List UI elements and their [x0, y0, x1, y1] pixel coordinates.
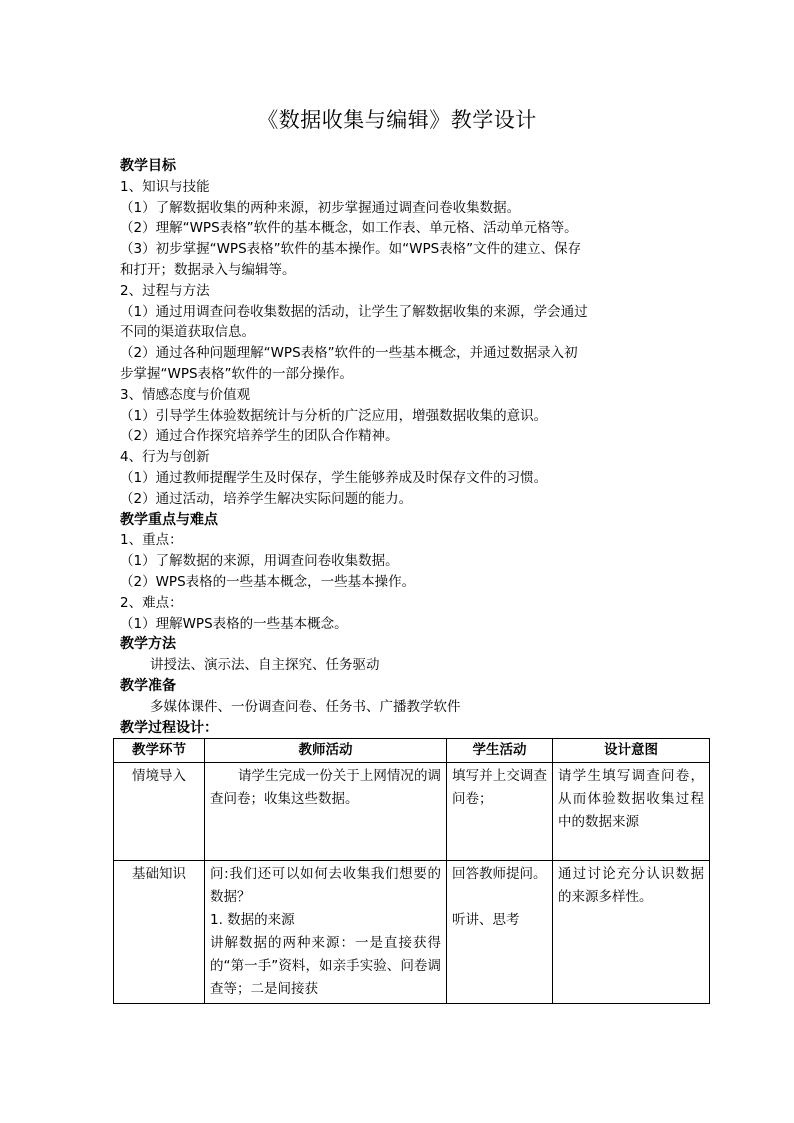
goal-line: （2）通过各种问题理解“WPS表格”软件的一些基本概念，并通过数据录入初	[120, 345, 578, 362]
table-row	[114, 763, 710, 861]
teacher-text: 请学生完成一份关于上网情况的调查问卷；收集这些数据。	[210, 768, 441, 807]
student-text: 听讲、思考	[452, 912, 520, 928]
goal-line: 1、知识与技能	[120, 178, 210, 195]
goal-line: 和打开；数据录入与编辑等。	[120, 261, 296, 278]
cell-stage: 基础知识	[114, 861, 205, 1004]
section-heading-process: 教学过程设计：	[120, 719, 218, 736]
spacer	[452, 886, 547, 909]
goal-line: （3）初步掌握“WPS表格”软件的基本操作。如“WPS表格”文件的建立、保存	[120, 241, 582, 258]
keypoint-line: （1）了解数据的来源，用调查问卷收集数据。	[120, 553, 399, 570]
cell-intent: 通过讨论充分认识数据的来源多样性。	[553, 861, 710, 1004]
teacher-text: 问:我们还可以如何去收集我们想要的数据？	[210, 866, 441, 905]
cell-teacher	[205, 763, 447, 861]
cell-student	[447, 763, 553, 861]
section-heading-prep: 教学准备	[120, 677, 176, 694]
section-heading-methods: 教学方法	[120, 636, 176, 653]
table-row	[114, 861, 710, 1004]
column-header-teacher: 教师活动	[205, 739, 447, 763]
cell-teacher	[205, 861, 447, 1004]
goal-line: （2）通过活动，培养学生解决实际问题的能力。	[120, 490, 413, 507]
goal-line: （2）理解“WPS表格”软件的基本概念，如工作表、单元格、活动单元格等。	[120, 220, 578, 237]
methods-text: 讲授法、演示法、自主探究、任务驱动	[150, 657, 380, 674]
keypoint-line: （1）理解WPS表格的一些基本概念。	[120, 615, 348, 632]
goal-line: （1）通过用调查问卷收集数据的活动，让学生了解数据收集的来源，学会通过	[120, 303, 588, 320]
goal-line: （1）通过教师提醒学生及时保存，学生能够养成及时保存文件的习惯。	[120, 469, 548, 486]
cell-intent: 请学生填写调查问卷，从而体验数据收集过程中的数据来源	[553, 763, 710, 861]
goal-line: （2）通过合作探究培养学生的团队合作精神。	[120, 428, 399, 445]
teacher-text: 讲解数据的两种来源：一是直接获得的“第一手”资料，如亲手实验、问卷调查等；二是间接获	[210, 935, 441, 997]
section-heading-goals: 教学目标	[120, 158, 176, 174]
column-header-intent: 设计意图	[553, 739, 710, 763]
goal-line: 不同的渠道获取信息。	[120, 324, 255, 341]
goal-line: 2、过程与方法	[120, 282, 210, 299]
goal-line: 3、情感态度与价值观	[120, 386, 251, 403]
goal-line: （1）引导学生体验数据统计与分析的广泛应用，增强数据收集的意识。	[120, 407, 548, 424]
keypoint-line: （2）WPS表格的一些基本概念，一些基本操作。	[120, 573, 416, 590]
column-header-student: 学生活动	[447, 739, 553, 763]
goal-line: 步掌握“WPS表格”软件的一部分操作。	[120, 365, 354, 382]
student-text: 回答教师提问。	[452, 866, 547, 882]
goal-line: （1）了解数据收集的两种来源，初步掌握通过调查问卷收集数据。	[120, 199, 521, 216]
teacher-text: 1. 数据的来源	[210, 912, 295, 928]
document-body	[120, 156, 710, 738]
column-header-stage: 教学环节	[114, 739, 205, 763]
cell-stage: 情境导入	[114, 763, 205, 861]
keypoint-line: 2、难点：	[120, 594, 183, 611]
cell-student	[447, 861, 553, 1004]
student-text: 填写并上交调查问卷；	[452, 768, 547, 807]
process-table	[113, 738, 710, 1004]
goal-line: 4、行为与创新	[120, 449, 210, 466]
prep-text: 多媒体课件、一份调查问卷、任务书、广播教学软件	[150, 698, 461, 715]
table-header-row	[114, 739, 710, 763]
page-title: 《数据收集与编辑》教学设计	[257, 108, 537, 132]
section-heading-keypoints: 教学重点与难点	[120, 511, 218, 528]
keypoint-line: 1、重点：	[120, 532, 183, 549]
